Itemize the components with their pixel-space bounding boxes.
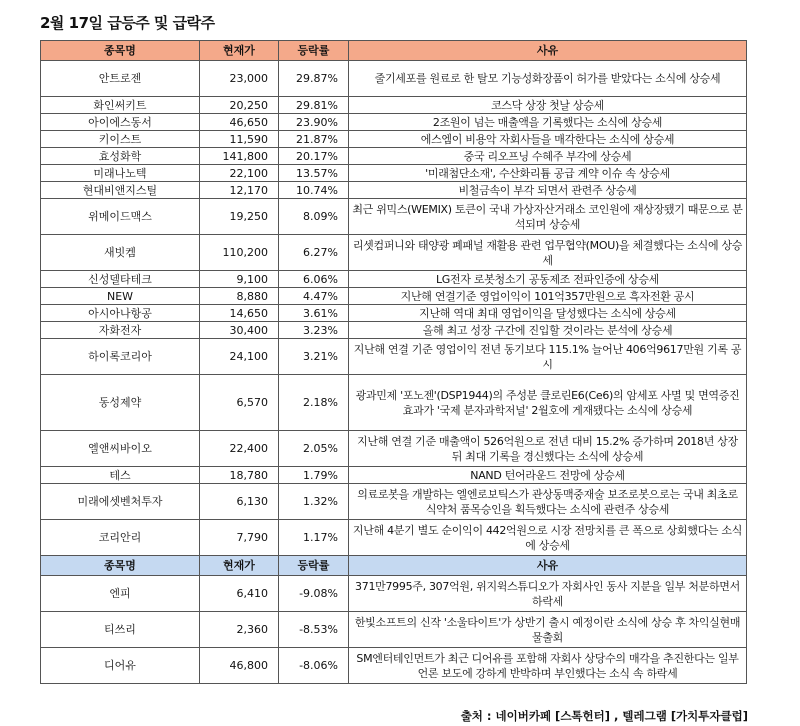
stock-rate: -8.53% [279,612,349,648]
table-row [41,148,747,165]
table-row [41,97,747,114]
stock-price: 6,130 [200,484,279,520]
stock-name: 키이스트 [41,131,200,148]
header-name: 종목명 [41,556,200,576]
stock-reason: 코스닥 상장 첫날 상승세 [349,97,747,114]
stock-reason: LG전자 로봇청소기 공동제조 전파인증에 상승세 [349,271,747,288]
stock-reason: 올해 최고 성장 구간에 진입할 것이라는 분석에 상승세 [349,322,747,339]
stock-name: 티쓰리 [41,612,200,648]
stock-price: 6,410 [200,576,279,612]
table-row [41,288,747,305]
stock-name: 하이록코리아 [41,339,200,375]
stock-price: 14,650 [200,305,279,322]
stock-price: 12,170 [200,182,279,199]
stock-name: 아시아나항공 [41,305,200,322]
stock-name: 미래나노텍 [41,165,200,182]
stock-price: 8,880 [200,288,279,305]
stock-name: 새빗켐 [41,235,200,271]
stock-rate: 1.79% [279,467,349,484]
table-row [41,235,747,271]
stock-reason: 에스엠이 비용악 자회사들을 매각한다는 소식에 상승세 [349,131,747,148]
stock-reason: 지난해 연결기준 영업이익이 101억357만원으로 흑자전환 공시 [349,288,747,305]
stock-reason: SM엔터테인먼트가 최근 디어유를 포함해 자회사 상당수의 매각을 추진한다는 일부 언론 보도에 강하게 반박하며 부인했다는 소식 속 하락세 [349,648,747,684]
header-price: 현재가 [200,556,279,576]
stock-reason: 2조원이 넘는 매출액을 기록했다는 소식에 상승세 [349,114,747,131]
stock-price: 6,570 [200,375,279,431]
stock-rate: 21.87% [279,131,349,148]
stock-reason: 371만7995주, 307억원, 위지윅스튜디오가 자회사인 동사 지분을 일부 처분하면서 하락세 [349,576,747,612]
stock-reason: 중국 리오프닝 수혜주 부각에 상승세 [349,148,747,165]
stock-price: 7,790 [200,520,279,556]
source-note: 출처 : 네이버카페 [스톡헌터] , 텔레그램 [가치투자클럽] [460,709,748,723]
stock-name: 자화전자 [41,322,200,339]
stock-rate: 8.09% [279,199,349,235]
stock-rate: 2.18% [279,375,349,431]
stock-name: 안트로젠 [41,61,200,97]
table-row [41,131,747,148]
stock-reason: '미래첨단소재', 수산화리튬 공급 계약 이슈 속 상승세 [349,165,747,182]
stock-reason: 지난해 연결 기준 영업이익 전년 동기보다 115.1% 늘어난 406억9617만원 기록 공시 [349,339,747,375]
rising-header-row [41,41,747,61]
stock-rate: 13.57% [279,165,349,182]
stock-rate: 4.47% [279,288,349,305]
stock-rate: 6.27% [279,235,349,271]
stock-rate: 10.74% [279,182,349,199]
stock-price: 2,360 [200,612,279,648]
stock-name: NEW [41,288,200,305]
stock-price: 22,400 [200,431,279,467]
stock-name: 엔피 [41,576,200,612]
stock-rate: 1.17% [279,520,349,556]
stock-name: 신성델타테크 [41,271,200,288]
stock-price: 20,250 [200,97,279,114]
table-row [41,165,747,182]
stock-reason: 지난해 연결 기준 매출액이 526억원으로 전년 대비 15.2% 증가하며 2018년 상장 뒤 최대 기록을 경신했다는 소식에 상승세 [349,431,747,467]
stock-name: 미래에셋벤처투자 [41,484,200,520]
stock-name: 디어유 [41,648,200,684]
stock-name: 동성제약 [41,375,200,431]
stock-price: 11,590 [200,131,279,148]
falling-stocks [41,576,747,684]
stock-price: 110,200 [200,235,279,271]
table-row [41,182,747,199]
stock-name: 현대비앤지스틸 [41,182,200,199]
stock-reason: NAND 턴어라운드 전망에 상승세 [349,467,747,484]
table-row [41,484,747,520]
stock-price: 30,400 [200,322,279,339]
stock-rate: 6.06% [279,271,349,288]
table-row [41,339,747,375]
stock-price: 9,100 [200,271,279,288]
stock-price: 19,250 [200,199,279,235]
header-reason: 사유 [349,556,747,576]
stock-reason: 줄기세포를 원료로 한 탈모 기능성화장품이 허가를 받았다는 소식에 상승세 [349,61,747,97]
stock-rate: 29.81% [279,97,349,114]
stock-rate: 3.21% [279,339,349,375]
table-row [41,61,747,97]
header-reason: 사유 [349,41,747,61]
stock-rate: 23.90% [279,114,349,131]
stock-rate: -8.06% [279,648,349,684]
table-row [41,648,747,684]
table-row [41,199,747,235]
stock-reason: 한빛소프트의 신작 '소울타이트'가 상반기 출시 예정이란 소식에 상승 후 차익실현매물출회 [349,612,747,648]
stock-rate: 20.17% [279,148,349,165]
stock-reason: 리셋컴퍼니와 태양광 폐패널 재활용 관련 업무협약(MOU)을 체결했다는 소식에 상승세 [349,235,747,271]
table-row [41,114,747,131]
stock-price: 141,800 [200,148,279,165]
stock-name: 테스 [41,467,200,484]
table-row [41,520,747,556]
stock-reason: 지난해 4분기 별도 순이익이 442억원으로 시장 전망치를 큰 폭으로 상회했다는 소식에 상승세 [349,520,747,556]
table-row [41,612,747,648]
stock-price: 46,650 [200,114,279,131]
stock-name: 아이에스동서 [41,114,200,131]
stock-rate: -9.08% [279,576,349,612]
stock-price: 24,100 [200,339,279,375]
rising-stocks [41,61,747,556]
stock-rate: 3.23% [279,322,349,339]
stock-rate: 29.87% [279,61,349,97]
header-rate: 등락률 [279,41,349,61]
stock-reason: 최근 위믹스(WEMIX) 토큰이 국내 가상자산거래소 코인원에 재상장됐기 때문으로 분석되며 상승세 [349,199,747,235]
falling-header-row [41,556,747,576]
stock-rate: 3.61% [279,305,349,322]
stock-name: 엘앤씨바이오 [41,431,200,467]
stock-reason: 비철금속이 부각 되면서 관련주 상승세 [349,182,747,199]
table-row [41,305,747,322]
stock-price: 22,100 [200,165,279,182]
stock-table [40,40,747,684]
table-row [41,322,747,339]
header-price: 현재가 [200,41,279,61]
header-name: 종목명 [41,41,200,61]
stock-price: 18,780 [200,467,279,484]
stock-reason: 광과민제 '포노젠'(DSP1944)의 주성분 클로린E6(Ce6)의 암세포 사멸 및 면역증진 효과가 '국제 분자과학저널' 2월호에 게재됐다는 소식에 상승세 [349,375,747,431]
table-row [41,467,747,484]
stock-price: 23,000 [200,61,279,97]
page-title: 2월 17일 급등주 및 급락주 [40,14,215,32]
stock-name: 코리안리 [41,520,200,556]
table-row [41,271,747,288]
stock-reason: 지난해 역대 최대 영업이익을 달성했다는 소식에 상승세 [349,305,747,322]
stock-reason: 의료로봇을 개발하는 엘엔로보틱스가 관상동맥중재술 보조로봇으로는 국내 최초로 식약처 품목승인을 획득했다는 소식에 관련주 상승세 [349,484,747,520]
stock-price: 46,800 [200,648,279,684]
stock-rate: 2.05% [279,431,349,467]
stock-name: 화인써키트 [41,97,200,114]
table-row [41,576,747,612]
table-row [41,431,747,467]
stock-name: 위메이드맥스 [41,199,200,235]
header-rate: 등락률 [279,556,349,576]
stock-name: 효성화학 [41,148,200,165]
table-row [41,375,747,431]
stock-rate: 1.32% [279,484,349,520]
